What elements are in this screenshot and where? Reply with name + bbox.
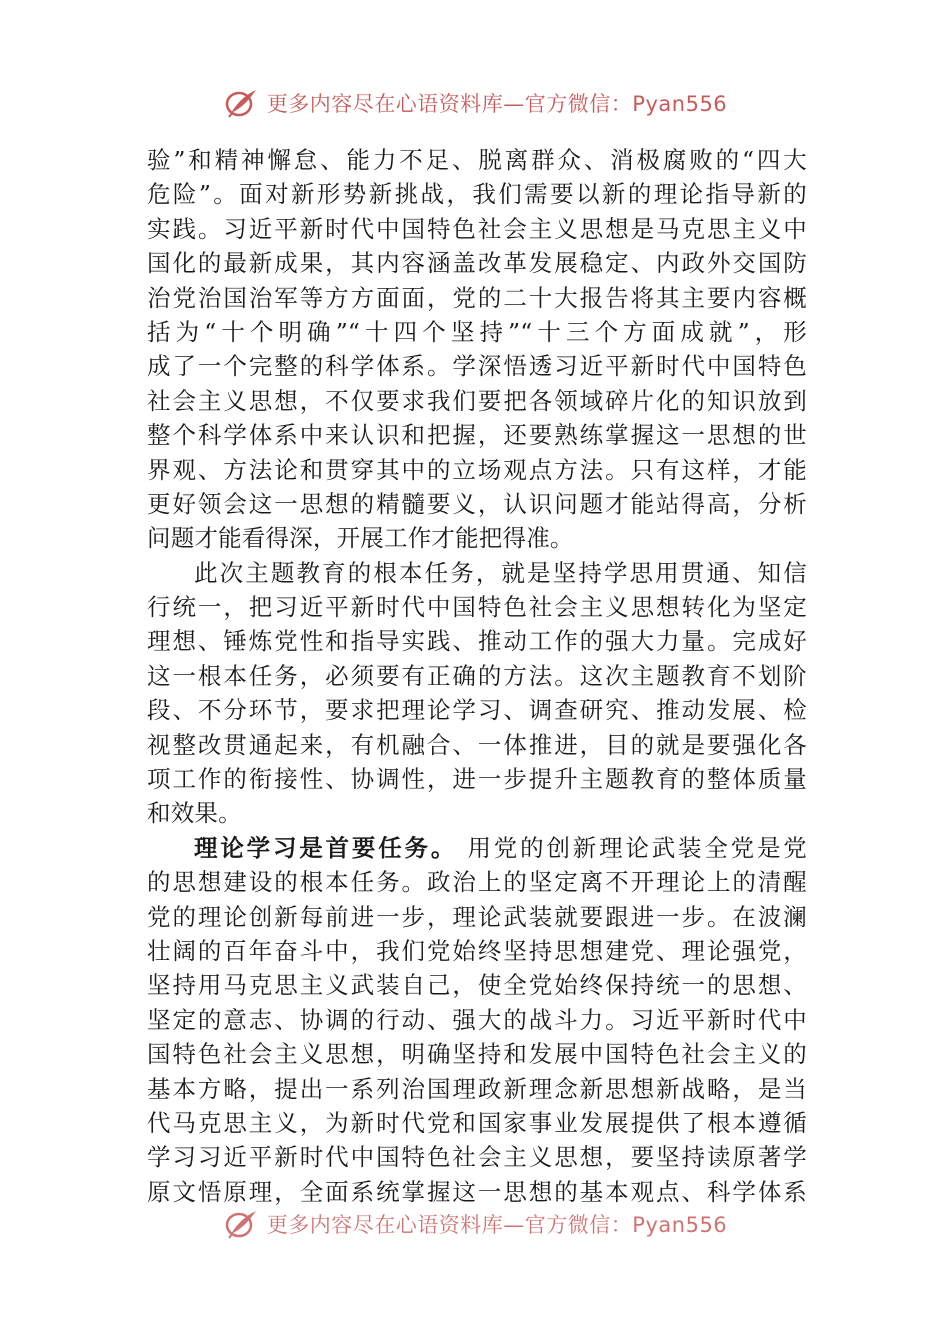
section-heading: 理论学习是首要任务。 [194,833,458,862]
text-line: 视整改贯通起来，有机融合、一体推进，目的就是要强化各 [147,730,807,759]
text-line: 和效果。 [147,799,242,828]
paragraph-start-line: 此次主题教育的根本任务，就是坚持学思用贯通、知信 [194,558,807,587]
text-line: 段、不分环节，要求把理论学习、调查研究、推动发展、检 [147,696,807,725]
text-line: 壮阔的百年奋斗中，我们党始终坚持思想建党、理论强党， [147,936,807,965]
text-run: 用党的创新理论武装全党是党 [467,833,807,862]
footer-banner-text: 更多内容尽在心语资料库—官方微信：Pyan556 [266,1213,728,1237]
text-line: 原文悟原理，全面系统掌握这一思想的基本观点、科学体系 [147,1177,807,1206]
text-line: 行统一，把习近平新时代中国特色社会主义思想转化为坚定 [147,593,807,622]
header-banner [0,86,950,120]
text-line: 治党治国治军等方方面面，党的二十大报告将其主要内容概 [147,283,807,312]
text-line: 更好领会这一思想的精髓要义，认识问题才能站得高，分析 [147,489,807,518]
text-line: 的思想建设的根本任务。政治上的坚定离不开理论上的清醒 [147,868,807,897]
header-banner-text: 更多内容尽在心语资料库—官方微信：Pyan556 [266,92,728,116]
paragraph-start-line [147,831,807,865]
text-line: 坚定的意志、协调的行动、强大的战斗力。习近平新时代中 [147,1005,807,1034]
text-line: 括为“十个明确”“十四个坚持”“十三个方面成就”，形 [147,317,807,346]
text-line: 成了一个完整的科学体系。学深悟透习近平新时代中国特色 [147,352,807,381]
text-line: 危险”。面对新形势新挑战，我们需要以新的理论指导新的 [147,180,807,209]
document-body [147,143,807,1209]
text-line: 整个科学体系中来认识和把握，还要熟练掌握这一思想的世 [147,421,807,450]
text-line: 国特色社会主义思想，明确坚持和发展中国特色社会主义的 [147,1040,807,1069]
text-line: 这一根本任务，必须要有正确的方法。这次主题教育不划阶 [147,661,807,690]
feather-pen-logo-icon [223,1208,259,1240]
text-line: 基本方略，提出一系列治国理政新理念新思想新战略，是当 [147,1074,807,1103]
text-line: 学习习近平新时代中国特色社会主义思想，要坚持读原著学 [147,1143,807,1172]
text-line: 代马克思主义，为新时代党和国家事业发展提供了根本遵循 [147,1108,807,1137]
text-line: 项工作的衔接性、协调性，进一步提升主题教育的整体质量 [147,765,807,794]
text-line: 实践。习近平新时代中国特色社会主义思想是马克思主义中 [147,214,807,243]
text-line: 党的理论创新每前进一步，理论武装就要跟进一步。在波澜 [147,902,807,931]
text-line: 界观、方法论和贯穿其中的立场观点方法。只有这样，才能 [147,455,807,484]
footer-banner [0,1208,950,1240]
text-line: 社会主义思想，不仅要求我们要把各领域碎片化的知识放到 [147,386,807,415]
text-line: 国化的最新成果，其内容涵盖改革发展稳定、内政外交国防 [147,249,807,278]
text-line: 坚持用马克思主义武装自己，使全党始终保持统一的思想、 [147,971,807,1000]
text-line: 理想、锤炼党性和指导实践、推动工作的强大力量。完成好 [147,627,807,656]
feather-pen-logo-icon [223,87,259,119]
text-line: 问题才能看得深，开展工作才能把得准。 [147,524,574,553]
text-line: 验”和精神懈怠、能力不足、脱离群众、消极腐败的“四大 [147,146,807,174]
